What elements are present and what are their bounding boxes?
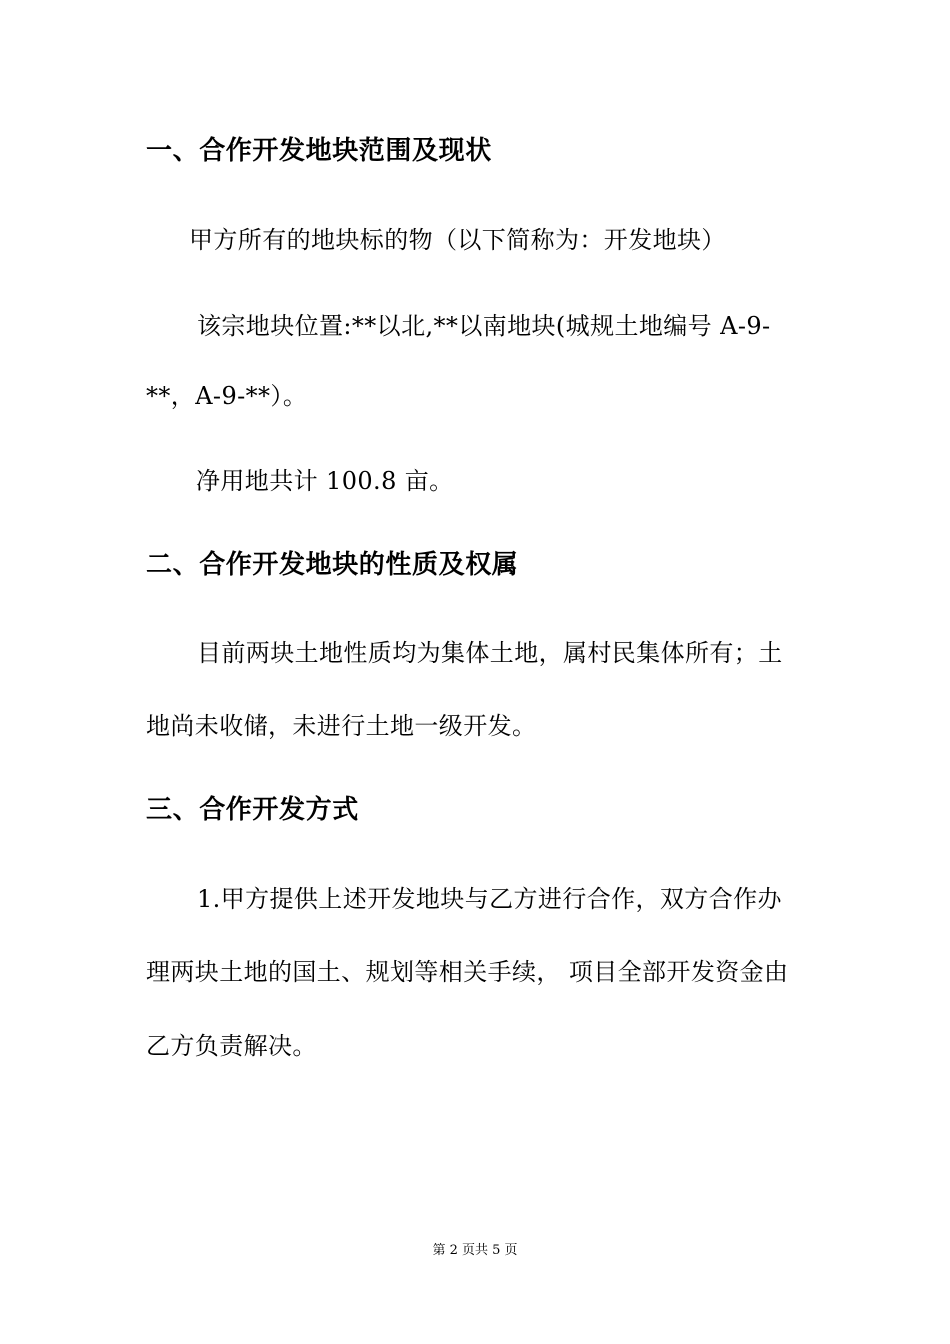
section-1-paragraph-1-line-1: 甲方所有的地块标的物（以下简称为：开发地块） <box>189 226 726 254</box>
section-3-paragraph-1-line-2: 理两块土地的国土、规划等相关手续， 项目全部开发资金由 <box>146 958 789 986</box>
section-3-heading: 三、合作开发方式 <box>146 795 359 825</box>
section-1-paragraph-3-line-1: 净用地共计 100.8 亩。 <box>196 467 454 495</box>
section-2-heading: 二、合作开发地块的性质及权属 <box>146 550 519 580</box>
section-2-paragraph-1-line-1: 目前两块土地性质均为集体土地，属村民集体所有；土 <box>197 639 783 667</box>
section-1-heading: 一、合作开发地块范围及现状 <box>146 136 492 166</box>
section-3-paragraph-1-line-3: 乙方负责解决。 <box>146 1032 317 1060</box>
section-1-paragraph-2-line-1: 该宗地块位置:**以北,**以南地块(城规土地编号 A-9- <box>197 312 771 340</box>
section-1-paragraph-2-line-2: **，A-9-**）。 <box>146 382 308 410</box>
page-number-footer: 第 2 页共 5 页 <box>432 1243 518 1258</box>
section-2-paragraph-1-line-2: 地尚未收储，未进行土地一级开发。 <box>146 712 537 740</box>
section-3-paragraph-1-line-1: 1.甲方提供上述开发地块与乙方进行合作，双方合作办 <box>197 885 782 913</box>
